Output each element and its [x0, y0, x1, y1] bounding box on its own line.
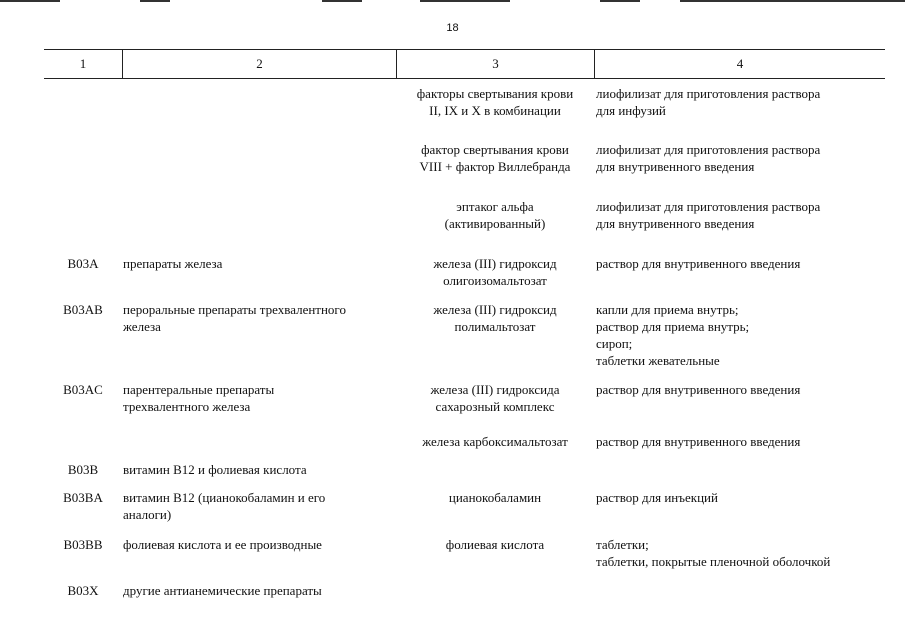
- header-top-rule: [44, 49, 885, 50]
- scan-edge-mark: [140, 0, 170, 2]
- dosage-form: капли для приема внутрь; раствор для приема внутрь; сироп; таблетки жевательные: [596, 302, 750, 368]
- header-col-3: 3: [492, 56, 499, 71]
- scan-edge-mark: [680, 0, 905, 2]
- scan-edge-mark: [600, 0, 640, 2]
- dosage-form: лиофилизат для приготовления раствора для внутривенного введения: [596, 199, 821, 231]
- atc-code: B03AB: [63, 302, 103, 317]
- atc-code: B03BB: [63, 537, 103, 552]
- scan-edge-mark: [420, 0, 510, 2]
- pharmacological-group: витамин B12 и фолиевая кислота: [123, 462, 307, 477]
- active-substance: фактор свертывания крови VIII + фактор Виллебранда: [419, 142, 571, 174]
- scan-edge-mark: [322, 0, 362, 2]
- dosage-form: раствор для внутривенного введения: [596, 382, 801, 397]
- dosage-form: таблетки; таблетки, покрытые пленочной оболочкой: [596, 537, 831, 569]
- header-bottom-rule: [44, 78, 885, 79]
- pharmacological-group: препараты железа: [123, 256, 223, 271]
- dosage-form: раствор для внутривенного введения: [596, 434, 801, 449]
- dosage-form: раствор для внутривенного введения: [596, 256, 801, 271]
- pharmacological-group: парентеральные препараты трехвалентного железа: [123, 382, 275, 414]
- pharmacological-group: витамин B12 (цианокобаламин и его аналоги): [123, 490, 326, 522]
- atc-code: B03AC: [63, 382, 103, 397]
- atc-code: B03B: [67, 462, 99, 477]
- pharmacological-group: другие антианемические препараты: [123, 583, 322, 598]
- pharmacological-group: фолиевая кислота и ее производные: [123, 537, 322, 552]
- header-col-4: 4: [736, 56, 744, 71]
- header-col-1: 1: [79, 56, 87, 71]
- active-substance: железа (III) гидроксида сахарозный комплекс: [430, 382, 560, 414]
- active-substance: эптаког альфа (активированный): [444, 199, 546, 231]
- active-substance: железа (III) гидроксид олигоизомальтозат: [433, 256, 557, 288]
- dosage-form: лиофилизат для приготовления раствора для внутривенного введения: [596, 142, 821, 174]
- atc-code: B03BA: [63, 490, 103, 505]
- scan-edge-mark: [0, 0, 60, 2]
- pharmacological-group: пероральные препараты трехвалентного железа: [123, 302, 346, 334]
- dosage-form: раствор для инъекций: [596, 490, 718, 505]
- atc-code: B03X: [67, 583, 99, 598]
- active-substance: железа карбоксимальтозат: [422, 434, 568, 449]
- active-substance: железа (III) гидроксид полимальтозат: [433, 302, 557, 334]
- active-substance: фолиевая кислота: [445, 537, 545, 552]
- header-col-2: 2: [256, 56, 263, 71]
- page-number: 18: [446, 22, 459, 34]
- active-substance: цианокобаламин: [448, 490, 542, 505]
- dosage-form: лиофилизат для приготовления раствора для инфузий: [596, 86, 821, 118]
- active-substance: факторы свертывания крови II, IX и X в комбинации: [416, 86, 574, 118]
- atc-code: B03A: [67, 256, 99, 271]
